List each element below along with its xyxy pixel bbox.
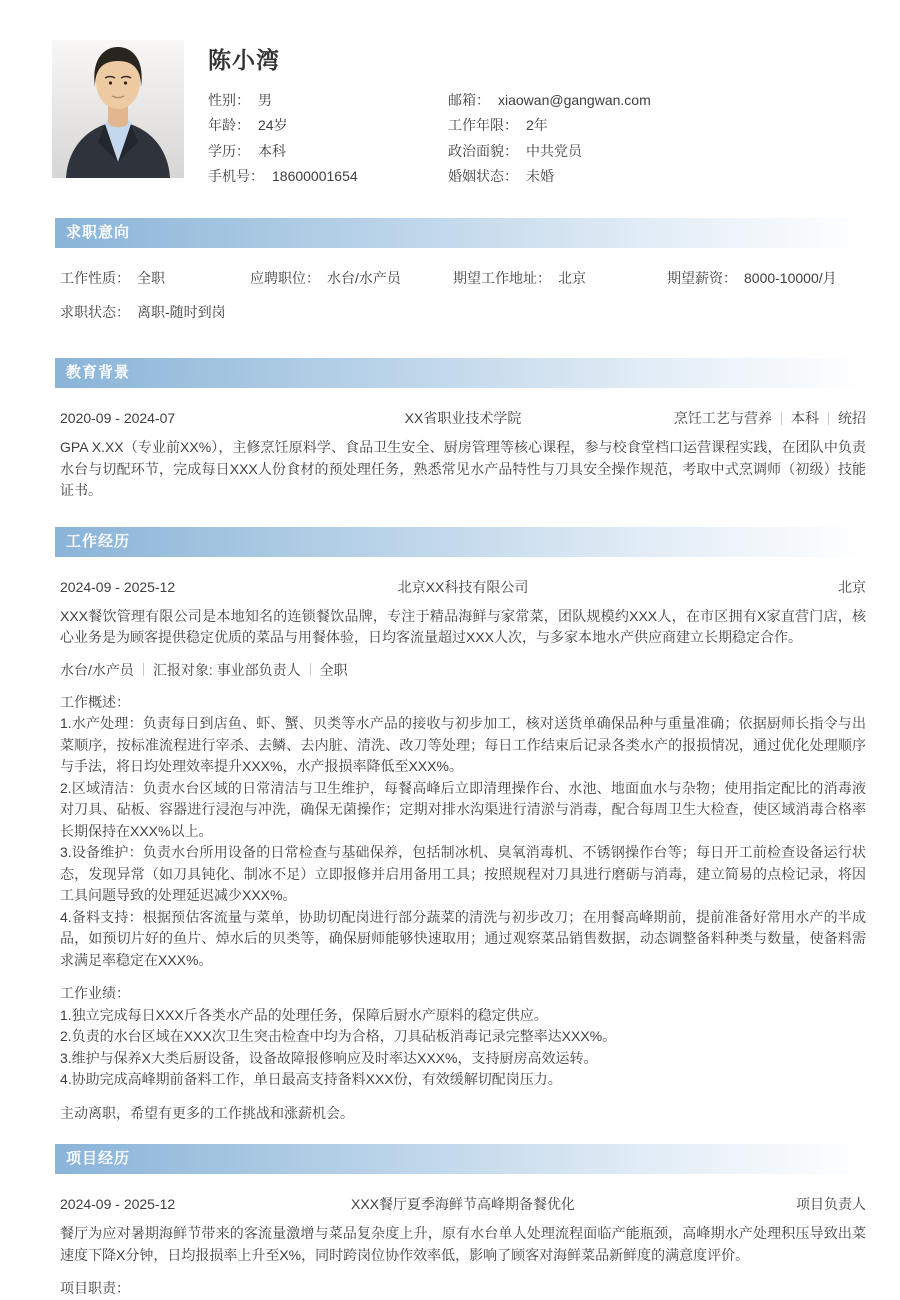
info-value: 未婚 — [526, 168, 554, 185]
education-enroll-type: 统招 — [838, 410, 866, 426]
info-age — [208, 113, 448, 139]
info-political-status — [448, 138, 868, 164]
intent-value: 水台/水产员 — [327, 270, 401, 286]
work-leave-reason: 主动离职，希望有更多的工作挑战和涨薪机会。 — [60, 1104, 354, 1121]
divider — [828, 412, 829, 425]
info-value: 中共党员 — [526, 142, 582, 159]
education-degree: 本科 — [791, 410, 819, 426]
work-company: 北京XX科技有限公司 — [397, 578, 529, 595]
info-phone — [208, 164, 448, 190]
work-achievements-heading: 工作业绩： — [60, 985, 130, 1001]
intent-job-nature — [60, 268, 250, 288]
divider — [781, 412, 782, 425]
info-work-years — [448, 113, 868, 139]
info-label: 学历： — [208, 142, 250, 159]
work-location: 北京 — [838, 578, 866, 595]
project-background: 餐厅为应对暑期海鲜节带来的客流量激增与菜品复杂度上升，原有水台单人处理流程面临产能瓶颈，高峰期水产处理积压导致出菜速度下降X分钟，日均报损率上升至X%，同时跨岗位协作效率低，影响了顾客对海鲜菜品新鲜度的满意度评价。 — [60, 1225, 866, 1263]
info-value: 24岁 — [258, 117, 288, 134]
info-value: 18600001654 — [272, 168, 358, 185]
info-value: 本科 — [258, 142, 286, 159]
info-marital-status — [448, 164, 868, 190]
work-overview-item: 2.区域清洁：负责水台区域的日常清洁与卫生维护，每餐高峰后立即清理操作台、水池、地面血水与杂物；使用指定配比的消毒液对刀具、砧板、容器进行浸泡与冲洗，确保无菌操作；定期对排水沟渠进行清淤与消毒，配合每周卫生大检查，使区域消毒合格率长期保持在XXX%以上。 — [60, 779, 866, 839]
work-overview-heading: 工作概述： — [60, 693, 130, 710]
education-period: 2020-09 - 2024-07 — [60, 410, 176, 426]
personal-info-right-column — [448, 87, 868, 189]
divider — [143, 663, 144, 676]
resume-header — [0, 0, 900, 189]
work-overview-item: 4.备料支持：根据预估客流量与菜单，协助切配岗进行部分蔬菜的清洗与初步改刀；在用餐高峰期前，提前准备好常用水产的半成品，如预切片好的鱼片、焯水后的贝类等，确保厨师能够快速取用；通过观察菜品销售数据，动态调整备料种类与数量，使备料需求满足率稳定在XXX%。 — [60, 908, 866, 968]
project-title-bar — [55, 1144, 866, 1174]
intent-value: 离职-随时到岗 — [137, 304, 226, 320]
personal-info-grid — [208, 87, 868, 189]
project-name: XXX餐厅夏季海鲜节高峰期备餐优化 — [350, 1196, 575, 1212]
work-achievement-item: 1.独立完成每日XXX斤各类水产品的处理任务，保障后厨水产原料的稳定供应。 — [60, 1006, 548, 1023]
info-gender — [208, 87, 448, 113]
work-position: 水台/水产员 — [60, 661, 134, 678]
info-education-level — [208, 138, 448, 164]
education-description: GPA X.XX（专业前XX%），主修烹饪原料学、食品卫生安全、厨房管理等核心课程，参与校食堂档口运营课程实践，在团队中负责水台与切配环节，完成每日XXX人份食材的预处理任务，熟悉常见水产品特性与刀具安全操作规范，考取中式烹调师（初级）技能证书。 — [60, 439, 866, 498]
section-education — [0, 358, 900, 502]
work-overview-item: 3.设备维护：负责水台所用设备的日常检查与基础保养，包括制冰机、臭氧消毒机、不锈钢操作台等；每日开工前检查设备运行状态，发现异常（如刀具钝化、制冰不足）立即报修并启用备用工具；按照规程对刀具进行磨砺与消毒，建立简易的点检记录，将因工具问题导致的处理延迟减少XXX%。 — [60, 844, 866, 903]
section-title: 工作经历 — [66, 532, 131, 550]
work-achievement-item: 3.维护与保养X大类后厨设备，设备故障报修响应及时率达XXX%，支持厨房高效运转。 — [60, 1049, 598, 1066]
section-title: 教育背景 — [66, 364, 131, 381]
project-duty-heading: 项目职责： — [60, 1280, 130, 1296]
candidate-name: 陈小湾 — [208, 47, 280, 73]
info-label: 邮箱： — [448, 91, 490, 108]
education-meta — [521, 408, 866, 428]
education-school: XX省职业技术学院 — [404, 410, 522, 426]
intent-label: 应聘职位： — [250, 270, 320, 286]
work-job-type: 全职 — [319, 661, 348, 678]
work-overview-item: 1.水产处理：负责每日到店鱼、虾、蟹、贝类等水产品的接收与初步加工，核对送货单确保品种与重量准确；依据厨师长指令与出菜顺序，按标准流程进行宰杀、去鳞、去内脏、清洗、改刀等处理；每日工作结束后记录各类水产的报损情况，通过优化处理顺序与手法，将日均处理效率提升XXX%，水产报损率降低至XXX%。 — [60, 715, 866, 774]
intent-label: 工作性质： — [60, 270, 130, 286]
info-email — [448, 87, 868, 113]
education-title-bar — [55, 358, 866, 388]
info-value: 男 — [258, 91, 272, 108]
work-achievements-block — [60, 983, 866, 1091]
work-entry-row — [60, 577, 866, 597]
portrait-photo-icon — [52, 40, 184, 178]
profile-photo — [52, 40, 184, 178]
company-intro: XXX餐饮管理有限公司是本地知名的连锁餐饮品牌，专注于精品海鲜与家常菜，团队规模约XXX人，在市区拥有X家直营门店，核心业务是为顾客提供稳定优质的菜品与用餐体验，日均客流量超过XXX人次，与多家本地水产供应商建立长期稳定合作。 — [60, 607, 866, 645]
work-achievement-item: 4.协助完成高峰期前备料工作，单日最高支持备料XXX份，有效缓解切配岗压力。 — [60, 1071, 562, 1087]
intent-target-location — [453, 268, 667, 288]
intent-label: 求职状态： — [60, 304, 130, 320]
section-title: 项目经历 — [66, 1150, 131, 1167]
project-period: 2024-09 - 2025-12 — [60, 1196, 176, 1212]
work-overview-block — [60, 692, 866, 972]
info-label: 年龄： — [208, 117, 250, 134]
intent-value: 北京 — [558, 270, 586, 286]
project-entry-row — [60, 1194, 866, 1214]
intent-label: 期望工作地址： — [453, 270, 551, 286]
info-label: 婚姻状态： — [448, 168, 518, 185]
intent-job-status — [60, 302, 866, 322]
info-label: 手机号： — [208, 168, 264, 185]
info-label: 政治面貌： — [448, 142, 518, 159]
section-work-experience — [0, 527, 900, 1125]
intent-target-position — [250, 268, 453, 288]
section-job-intent — [0, 218, 900, 322]
job-intent-row — [60, 268, 866, 288]
education-major: 烹饪工艺与营养 — [674, 410, 772, 426]
personal-info-left-column — [208, 87, 448, 189]
education-entry-row — [60, 408, 866, 428]
intent-label: 期望薪资： — [667, 270, 737, 286]
intent-value: 8000-10000/月 — [744, 270, 837, 286]
header-info — [208, 40, 868, 189]
section-project-experience — [0, 1144, 900, 1300]
info-label: 工作年限： — [448, 117, 518, 134]
project-role: 项目负责人 — [796, 1196, 866, 1212]
intent-value: 全职 — [137, 270, 165, 286]
work-achievement-item: 2.负责的水台区域在XXX次卫生突击检查中均为合格，刀具砧板消毒记录完整率达XXX%。 — [60, 1028, 617, 1044]
work-period: 2024-09 - 2025-12 — [60, 578, 176, 595]
work-position-row — [60, 660, 866, 680]
divider — [310, 663, 311, 676]
info-value: xiaowan@gangwan.com — [498, 91, 651, 108]
info-value: 2年 — [526, 117, 548, 134]
work-title-bar — [55, 527, 866, 557]
info-label: 性别： — [208, 91, 250, 108]
section-title: 求职意向 — [66, 224, 131, 241]
intent-expected-salary — [667, 268, 866, 288]
work-report-to: 汇报对象: 事业部负责人 — [152, 661, 301, 678]
job-intent-title-bar — [55, 218, 866, 248]
